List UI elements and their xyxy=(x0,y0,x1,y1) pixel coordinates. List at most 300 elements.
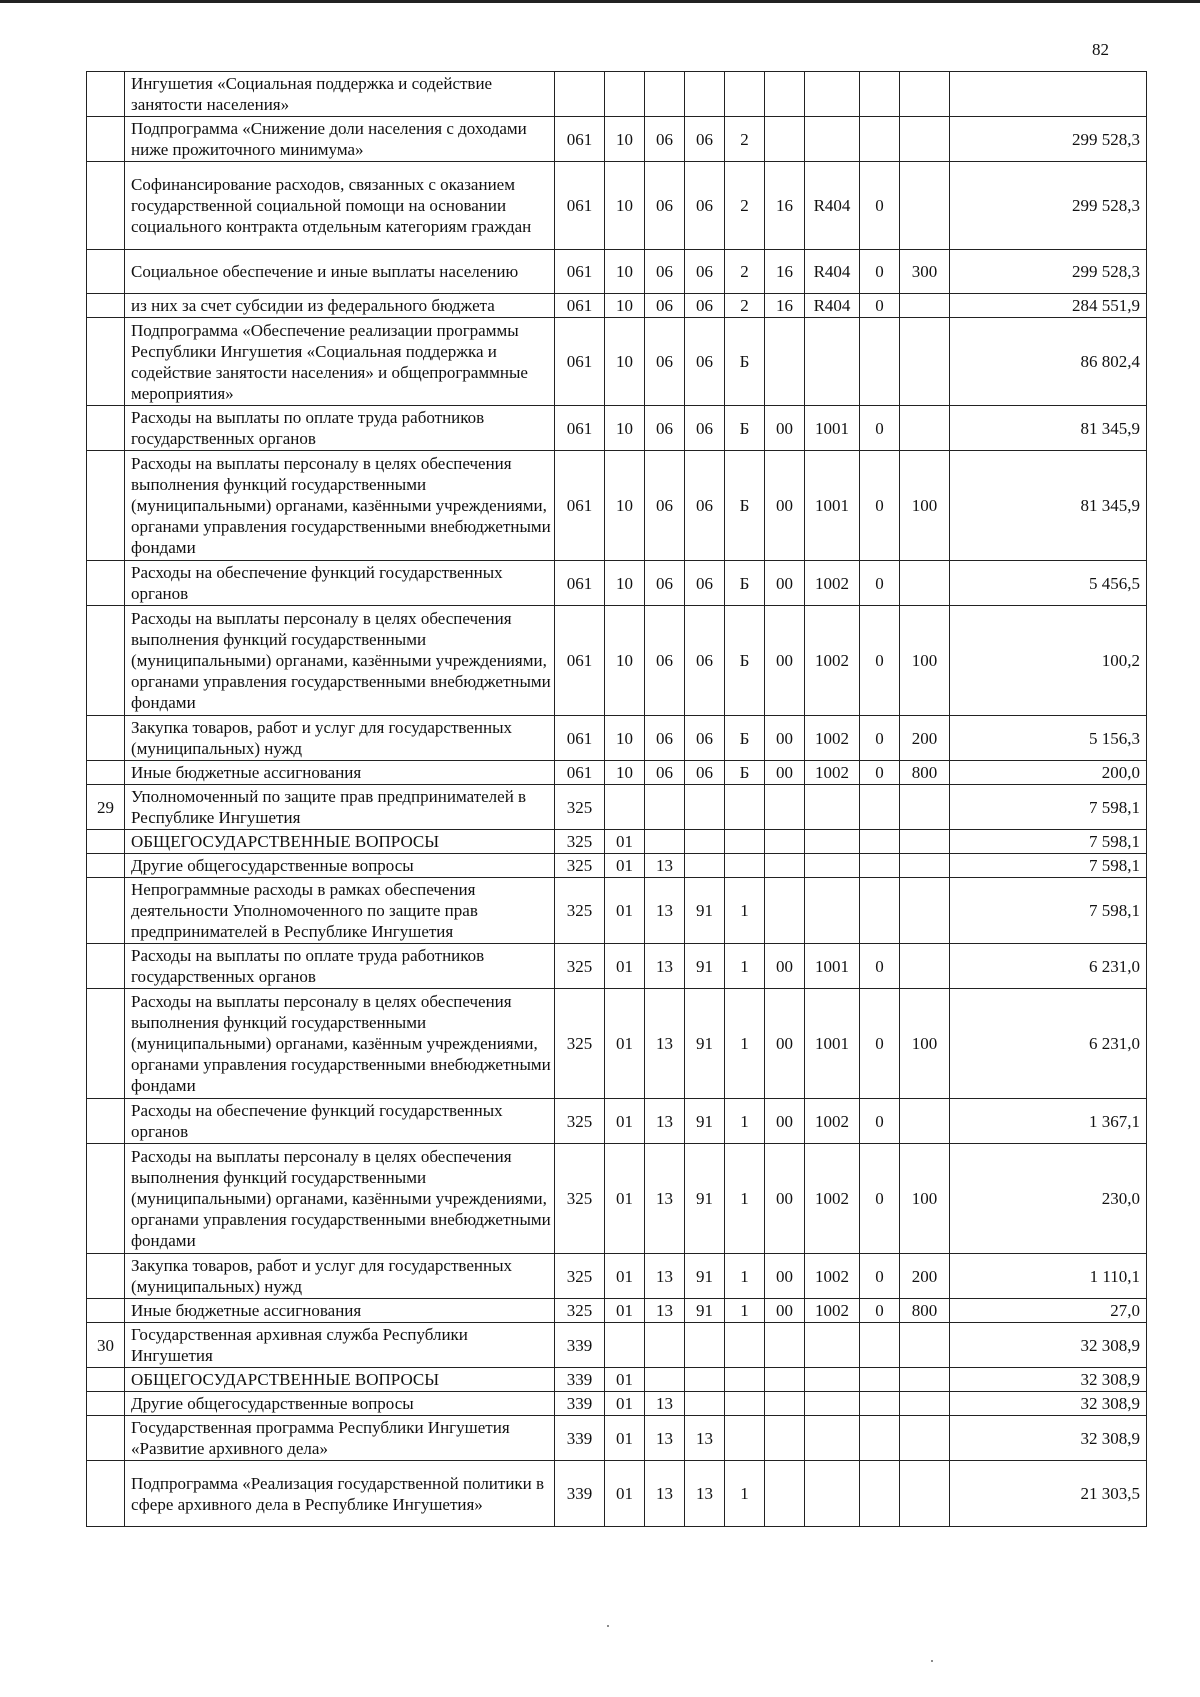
table-row xyxy=(87,294,1147,318)
col-subprogram: 2 xyxy=(725,117,765,162)
table-row xyxy=(87,72,1147,117)
col-subprogram xyxy=(725,1323,765,1368)
col-target-code xyxy=(805,1368,860,1392)
col-subsection: 06 xyxy=(645,761,685,785)
table-row xyxy=(87,117,1147,162)
col-extra: 0 xyxy=(860,1254,900,1299)
col-event xyxy=(765,72,805,117)
row-number: 29 xyxy=(87,785,125,830)
col-ministry: 061 xyxy=(555,250,605,294)
row-amount: 32 308,9 xyxy=(950,1323,1147,1368)
row-number xyxy=(87,1254,125,1299)
col-subsection: 13 xyxy=(645,1461,685,1527)
col-target-code: 1002 xyxy=(805,561,860,606)
col-program: 06 xyxy=(685,716,725,761)
col-event: 00 xyxy=(765,561,805,606)
col-expense-type xyxy=(900,878,950,944)
col-subsection: 13 xyxy=(645,989,685,1099)
col-ministry: 339 xyxy=(555,1416,605,1461)
col-ministry: 061 xyxy=(555,716,605,761)
row-number xyxy=(87,878,125,944)
row-name: Расходы на обеспечение функций государственных органов xyxy=(125,561,555,606)
col-subprogram: Б xyxy=(725,406,765,451)
col-subprogram: 2 xyxy=(725,162,765,250)
col-subprogram: Б xyxy=(725,606,765,716)
col-target-code: 1002 xyxy=(805,1299,860,1323)
col-ministry xyxy=(555,72,605,117)
col-target-code xyxy=(805,854,860,878)
col-ministry: 061 xyxy=(555,406,605,451)
col-section: 01 xyxy=(605,1299,645,1323)
col-section: 01 xyxy=(605,1144,645,1254)
col-subprogram: 1 xyxy=(725,1461,765,1527)
col-subsection xyxy=(645,1368,685,1392)
col-section: 01 xyxy=(605,1416,645,1461)
row-number xyxy=(87,1099,125,1144)
row-name: Закупка товаров, работ и услуг для государственных (муниципальных) нужд xyxy=(125,1254,555,1299)
row-amount: 230,0 xyxy=(950,1144,1147,1254)
table-row xyxy=(87,716,1147,761)
col-extra: 0 xyxy=(860,294,900,318)
col-subprogram: 2 xyxy=(725,250,765,294)
row-amount: 5 456,5 xyxy=(950,561,1147,606)
col-expense-type: 200 xyxy=(900,1254,950,1299)
table-row xyxy=(87,162,1147,250)
col-event xyxy=(765,1392,805,1416)
col-expense-type xyxy=(900,1461,950,1527)
row-amount: 7 598,1 xyxy=(950,878,1147,944)
col-ministry: 061 xyxy=(555,294,605,318)
col-event xyxy=(765,830,805,854)
col-program: 06 xyxy=(685,250,725,294)
col-subsection: 13 xyxy=(645,1144,685,1254)
row-name: Подпрограмма «Снижение доли населения с доходами ниже прожиточного минимума» xyxy=(125,117,555,162)
col-extra: 0 xyxy=(860,1144,900,1254)
col-event: 00 xyxy=(765,1299,805,1323)
col-expense-type xyxy=(900,854,950,878)
col-event: 16 xyxy=(765,162,805,250)
table-row xyxy=(87,785,1147,830)
row-amount: 1 367,1 xyxy=(950,1099,1147,1144)
col-section: 10 xyxy=(605,250,645,294)
col-subsection: 06 xyxy=(645,716,685,761)
col-extra: 0 xyxy=(860,989,900,1099)
row-amount: 299 528,3 xyxy=(950,117,1147,162)
row-number xyxy=(87,451,125,561)
col-extra xyxy=(860,830,900,854)
col-subsection: 06 xyxy=(645,250,685,294)
col-target-code: 1002 xyxy=(805,1144,860,1254)
table-row xyxy=(87,606,1147,716)
row-amount: 100,2 xyxy=(950,606,1147,716)
row-number xyxy=(87,854,125,878)
col-subprogram: Б xyxy=(725,451,765,561)
col-program xyxy=(685,1368,725,1392)
col-event xyxy=(765,318,805,406)
col-extra xyxy=(860,1392,900,1416)
row-number xyxy=(87,1299,125,1323)
col-section: 10 xyxy=(605,606,645,716)
col-section: 01 xyxy=(605,878,645,944)
row-number xyxy=(87,944,125,989)
col-target-code xyxy=(805,117,860,162)
col-event: 16 xyxy=(765,294,805,318)
col-extra xyxy=(860,1461,900,1527)
col-program xyxy=(685,1392,725,1416)
row-amount: 27,0 xyxy=(950,1299,1147,1323)
col-program: 06 xyxy=(685,406,725,451)
col-program: 91 xyxy=(685,1299,725,1323)
col-expense-type xyxy=(900,72,950,117)
row-amount: 299 528,3 xyxy=(950,250,1147,294)
col-expense-type xyxy=(900,318,950,406)
table-row xyxy=(87,1299,1147,1323)
page-top-edge xyxy=(0,0,1200,3)
col-subsection: 06 xyxy=(645,606,685,716)
col-section: 01 xyxy=(605,1461,645,1527)
row-amount: 21 303,5 xyxy=(950,1461,1147,1527)
col-subsection xyxy=(645,1323,685,1368)
col-target-code xyxy=(805,1416,860,1461)
row-number xyxy=(87,162,125,250)
col-program: 91 xyxy=(685,878,725,944)
col-target-code: 1002 xyxy=(805,1254,860,1299)
row-amount: 7 598,1 xyxy=(950,830,1147,854)
col-program: 91 xyxy=(685,944,725,989)
row-number xyxy=(87,406,125,451)
col-subsection: 13 xyxy=(645,1392,685,1416)
col-subprogram: 1 xyxy=(725,944,765,989)
col-subprogram xyxy=(725,1368,765,1392)
col-section: 01 xyxy=(605,944,645,989)
col-expense-type xyxy=(900,1392,950,1416)
col-subprogram xyxy=(725,1392,765,1416)
row-amount xyxy=(950,72,1147,117)
col-section: 01 xyxy=(605,1099,645,1144)
row-amount: 284 551,9 xyxy=(950,294,1147,318)
row-amount: 200,0 xyxy=(950,761,1147,785)
col-program xyxy=(685,830,725,854)
col-extra xyxy=(860,318,900,406)
col-program: 06 xyxy=(685,318,725,406)
row-name: Государственная программа Республики Ингушетия «Развитие архивного дела» xyxy=(125,1416,555,1461)
table-row xyxy=(87,878,1147,944)
col-program: 13 xyxy=(685,1416,725,1461)
col-subsection: 13 xyxy=(645,1099,685,1144)
col-subsection: 06 xyxy=(645,117,685,162)
col-expense-type xyxy=(900,1099,950,1144)
col-expense-type xyxy=(900,944,950,989)
col-section: 10 xyxy=(605,761,645,785)
col-event: 00 xyxy=(765,761,805,785)
row-number xyxy=(87,1144,125,1254)
col-expense-type xyxy=(900,785,950,830)
table-row xyxy=(87,989,1147,1099)
table-row xyxy=(87,1254,1147,1299)
table-row xyxy=(87,1099,1147,1144)
col-extra: 0 xyxy=(860,606,900,716)
col-ministry: 325 xyxy=(555,944,605,989)
table-row xyxy=(87,318,1147,406)
col-extra xyxy=(860,1323,900,1368)
col-event: 00 xyxy=(765,1144,805,1254)
col-expense-type: 100 xyxy=(900,451,950,561)
col-section: 01 xyxy=(605,1368,645,1392)
col-extra: 0 xyxy=(860,250,900,294)
col-expense-type xyxy=(900,294,950,318)
col-extra: 0 xyxy=(860,561,900,606)
table-row xyxy=(87,250,1147,294)
col-target-code xyxy=(805,830,860,854)
row-number xyxy=(87,989,125,1099)
col-program xyxy=(685,1323,725,1368)
col-ministry: 325 xyxy=(555,989,605,1099)
row-number xyxy=(87,1392,125,1416)
row-name: Расходы на обеспечение функций государственных органов xyxy=(125,1099,555,1144)
col-ministry: 061 xyxy=(555,117,605,162)
col-subprogram xyxy=(725,72,765,117)
col-program: 91 xyxy=(685,1144,725,1254)
col-program: 06 xyxy=(685,561,725,606)
col-event: 00 xyxy=(765,406,805,451)
table-row xyxy=(87,830,1147,854)
col-subprogram xyxy=(725,830,765,854)
row-name: Ингушетия «Социальная поддержка и содействие занятости населения» xyxy=(125,72,555,117)
col-program xyxy=(685,785,725,830)
col-section: 10 xyxy=(605,716,645,761)
col-event: 00 xyxy=(765,451,805,561)
col-event: 00 xyxy=(765,1099,805,1144)
col-section: 01 xyxy=(605,1392,645,1416)
row-number xyxy=(87,830,125,854)
col-expense-type xyxy=(900,1368,950,1392)
row-number xyxy=(87,1461,125,1527)
row-name: Расходы на выплаты персоналу в целях обеспечения выполнения функций государственными (муниципальными) органами, казёнными учреждениями, органами управления государственными внебюджетными фондами xyxy=(125,451,555,561)
col-expense-type: 100 xyxy=(900,1144,950,1254)
col-ministry: 061 xyxy=(555,318,605,406)
col-ministry: 339 xyxy=(555,1392,605,1416)
scan-speck xyxy=(931,1660,933,1662)
row-amount: 7 598,1 xyxy=(950,785,1147,830)
row-name: Расходы на выплаты по оплате труда работников государственных органов xyxy=(125,944,555,989)
col-target-code xyxy=(805,785,860,830)
page-number: 82 xyxy=(1092,40,1109,59)
row-name: Другие общегосударственные вопросы xyxy=(125,854,555,878)
col-event xyxy=(765,785,805,830)
col-subsection: 06 xyxy=(645,318,685,406)
table-row xyxy=(87,944,1147,989)
row-name: Социальное обеспечение и иные выплаты населению xyxy=(125,250,555,294)
row-number xyxy=(87,561,125,606)
col-section xyxy=(605,72,645,117)
col-event: 00 xyxy=(765,1254,805,1299)
col-program: 06 xyxy=(685,117,725,162)
col-section: 10 xyxy=(605,451,645,561)
col-event xyxy=(765,1368,805,1392)
row-name: Иные бюджетные ассигнования xyxy=(125,761,555,785)
col-expense-type: 100 xyxy=(900,989,950,1099)
col-expense-type xyxy=(900,162,950,250)
col-subprogram: Б xyxy=(725,761,765,785)
row-name: Расходы на выплаты по оплате труда работников государственных органов xyxy=(125,406,555,451)
col-subsection: 13 xyxy=(645,944,685,989)
col-ministry: 061 xyxy=(555,561,605,606)
col-section: 01 xyxy=(605,1254,645,1299)
col-extra: 0 xyxy=(860,761,900,785)
col-event xyxy=(765,1461,805,1527)
col-extra xyxy=(860,1368,900,1392)
col-subprogram: 1 xyxy=(725,1144,765,1254)
col-subprogram: 1 xyxy=(725,1099,765,1144)
col-extra xyxy=(860,72,900,117)
col-ministry: 339 xyxy=(555,1323,605,1368)
col-subsection: 13 xyxy=(645,854,685,878)
col-target-code: R404 xyxy=(805,294,860,318)
col-target-code: R404 xyxy=(805,162,860,250)
row-number xyxy=(87,294,125,318)
row-amount: 32 308,9 xyxy=(950,1392,1147,1416)
col-expense-type xyxy=(900,830,950,854)
col-event xyxy=(765,878,805,944)
row-number xyxy=(87,716,125,761)
col-subprogram: 1 xyxy=(725,1254,765,1299)
col-expense-type xyxy=(900,117,950,162)
col-extra xyxy=(860,878,900,944)
row-amount: 81 345,9 xyxy=(950,406,1147,451)
col-program: 13 xyxy=(685,1461,725,1527)
col-section: 10 xyxy=(605,561,645,606)
row-amount: 6 231,0 xyxy=(950,944,1147,989)
col-target-code xyxy=(805,1323,860,1368)
col-target-code xyxy=(805,72,860,117)
col-section: 10 xyxy=(605,117,645,162)
col-program: 91 xyxy=(685,1099,725,1144)
col-target-code xyxy=(805,878,860,944)
col-target-code: 1002 xyxy=(805,1099,860,1144)
row-amount: 7 598,1 xyxy=(950,854,1147,878)
col-program: 91 xyxy=(685,1254,725,1299)
row-amount: 299 528,3 xyxy=(950,162,1147,250)
table-row xyxy=(87,406,1147,451)
col-program: 06 xyxy=(685,761,725,785)
col-subprogram xyxy=(725,785,765,830)
col-ministry: 325 xyxy=(555,785,605,830)
table-row xyxy=(87,561,1147,606)
col-event xyxy=(765,117,805,162)
col-program xyxy=(685,72,725,117)
row-name: из них за счет субсидии из федерального бюджета xyxy=(125,294,555,318)
row-number xyxy=(87,250,125,294)
col-subsection: 13 xyxy=(645,878,685,944)
col-subprogram: 2 xyxy=(725,294,765,318)
col-ministry: 325 xyxy=(555,878,605,944)
col-subsection: 06 xyxy=(645,406,685,451)
col-event: 00 xyxy=(765,716,805,761)
row-name: Софинансирование расходов, связанных с оказанием государственной социальной помощи на основании социального контракта отдельным категориям граждан xyxy=(125,162,555,250)
col-ministry: 339 xyxy=(555,1461,605,1527)
row-amount: 6 231,0 xyxy=(950,989,1147,1099)
col-ministry: 325 xyxy=(555,1254,605,1299)
col-extra xyxy=(860,785,900,830)
col-expense-type xyxy=(900,561,950,606)
col-target-code: 1001 xyxy=(805,944,860,989)
col-ministry: 325 xyxy=(555,1144,605,1254)
col-expense-type: 200 xyxy=(900,716,950,761)
row-name: Расходы на выплаты персоналу в целях обеспечения выполнения функций государственными (муниципальными) органами, казёнными учреждениями, органами управления государственными внебюджетными фондами xyxy=(125,1144,555,1254)
row-name: Другие общегосударственные вопросы xyxy=(125,1392,555,1416)
col-target-code: 1001 xyxy=(805,989,860,1099)
col-target-code xyxy=(805,1392,860,1416)
col-target-code: 1002 xyxy=(805,606,860,716)
col-event: 16 xyxy=(765,250,805,294)
col-subprogram: 1 xyxy=(725,1299,765,1323)
row-number xyxy=(87,72,125,117)
col-extra xyxy=(860,854,900,878)
row-name: Расходы на выплаты персоналу в целях обеспечения выполнения функций государственными (муниципальными) органами, казённым учреждениями, органами управления государственными внебюджетными фондами xyxy=(125,989,555,1099)
table-row xyxy=(87,1392,1147,1416)
col-subsection: 06 xyxy=(645,294,685,318)
budget-table xyxy=(86,71,1147,1527)
col-subsection: 13 xyxy=(645,1416,685,1461)
col-ministry: 339 xyxy=(555,1368,605,1392)
col-subsection: 13 xyxy=(645,1254,685,1299)
col-subsection xyxy=(645,830,685,854)
col-target-code xyxy=(805,318,860,406)
col-subprogram: Б xyxy=(725,318,765,406)
row-name: Закупка товаров, работ и услуг для государственных (муниципальных) нужд xyxy=(125,716,555,761)
col-section: 10 xyxy=(605,294,645,318)
col-section: 01 xyxy=(605,854,645,878)
col-section: 10 xyxy=(605,162,645,250)
col-section: 10 xyxy=(605,406,645,451)
col-extra: 0 xyxy=(860,451,900,561)
row-name: ОБЩЕГОСУДАРСТВЕННЫЕ ВОПРОСЫ xyxy=(125,1368,555,1392)
col-section xyxy=(605,1323,645,1368)
col-target-code: 1002 xyxy=(805,761,860,785)
row-name: Подпрограмма «Обеспечение реализации программы Республики Ингушетия «Социальная поддержка и содействие занятости населения» и общепрограммные мероприятия» xyxy=(125,318,555,406)
row-number xyxy=(87,606,125,716)
col-target-code: 1001 xyxy=(805,451,860,561)
col-expense-type xyxy=(900,406,950,451)
col-extra: 0 xyxy=(860,162,900,250)
col-extra: 0 xyxy=(860,944,900,989)
col-ministry: 325 xyxy=(555,830,605,854)
col-extra: 0 xyxy=(860,1099,900,1144)
row-amount: 5 156,3 xyxy=(950,716,1147,761)
col-event xyxy=(765,1416,805,1461)
col-target-code xyxy=(805,1461,860,1527)
col-subsection xyxy=(645,72,685,117)
col-expense-type: 800 xyxy=(900,1299,950,1323)
row-amount: 81 345,9 xyxy=(950,451,1147,561)
col-subprogram: Б xyxy=(725,716,765,761)
row-number xyxy=(87,1368,125,1392)
table-row xyxy=(87,451,1147,561)
col-expense-type: 100 xyxy=(900,606,950,716)
row-amount: 32 308,9 xyxy=(950,1416,1147,1461)
col-subsection xyxy=(645,785,685,830)
row-number: 30 xyxy=(87,1323,125,1368)
table-row xyxy=(87,1368,1147,1392)
col-subprogram: Б xyxy=(725,561,765,606)
row-name: Подпрограмма «Реализация государственной политики в сфере архивного дела в Республике Ингушетия» xyxy=(125,1461,555,1527)
col-ministry: 325 xyxy=(555,1299,605,1323)
col-program: 06 xyxy=(685,606,725,716)
col-target-code: 1001 xyxy=(805,406,860,451)
col-extra xyxy=(860,117,900,162)
table-row xyxy=(87,1323,1147,1368)
table-row xyxy=(87,854,1147,878)
